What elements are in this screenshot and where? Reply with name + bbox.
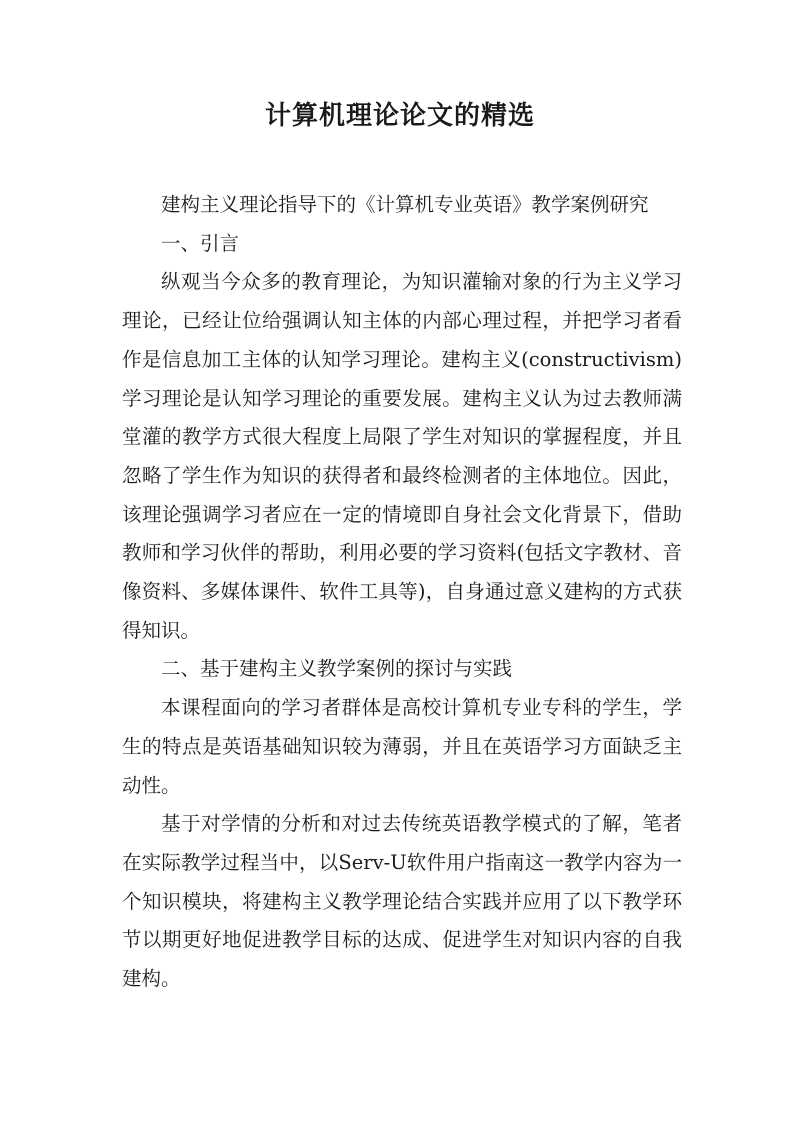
paragraph-subtitle: 建构主义理论指导下的《计算机专业英语》教学案例研究 — [161, 193, 649, 216]
section-heading-introduction: 一、引言 — [161, 231, 240, 255]
paragraph-learners: 本课程面向的学习者群体是高校计算机专业专科的学生，学生的特点是英语基础知识较为薄弱，并且在英语学习方面缺乏主动性。 — [122, 696, 682, 797]
section-heading-practice: 二、基于建构主义教学案例的探讨与实践 — [161, 657, 513, 681]
page-title: 计算机理论论文的精选 — [264, 101, 535, 131]
paragraph-teaching-approach: 基于对学情的分析和对过去传统英语教学模式的了解，笔者在实际教学过程当中，以Serv-U软件用户指南这一教学内容为一个知识模块，将建构主义教学理论结合实践并应用了以下教学环节以期更好地促进教学目标的达成、促进学生对知识内容的自我建构。 — [122, 812, 682, 991]
document-body — [122, 186, 682, 999]
paragraph-introduction: 纵观当今众多的教育理论，为知识灌输对象的行为主义学习理论，已经让位给强调认知主体的内部心理过程，并把学习者看作是信息加工主体的认知学习理论。建构主义(constructivism)学习理论是认知学习理论的重要发展。建构主义认为过去教师满堂灌的教学方式很大程度上局限了学生对知识的掌握程度，并且忽略了学生作为知识的获得者和最终检测者的主体地位。因此，该理论强调学习者应在一定的情境即自身社会文化背景下，借助教师和学习伙伴的帮助，利用必要的学习资料(包括文字教材、音像资料、多媒体课件、软件工具等)，自身通过意义建构的方式获得知识。 — [122, 270, 682, 642]
